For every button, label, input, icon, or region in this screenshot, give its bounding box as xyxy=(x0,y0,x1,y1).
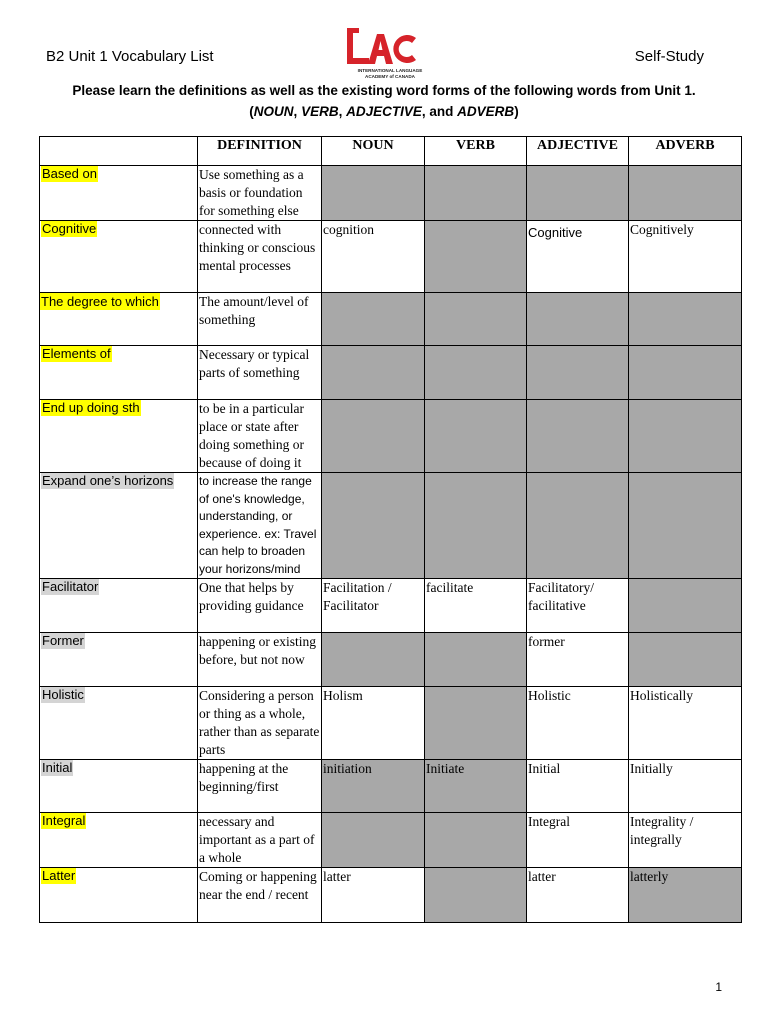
noun-cell xyxy=(322,813,425,868)
noun-cell xyxy=(322,166,425,221)
noun-cell: Holism xyxy=(322,687,425,760)
noun-cell: Facilitation / Facilitator xyxy=(322,579,425,633)
definition-cell: happening or existing before, but not now xyxy=(198,633,322,687)
word-cell: Former xyxy=(40,633,198,687)
word-cell: Based on xyxy=(40,166,198,221)
adverb-cell: latterly xyxy=(629,868,742,923)
noun-cell xyxy=(322,400,425,473)
verb-cell xyxy=(425,813,527,868)
adverb-cell: Integrality / integrally xyxy=(629,813,742,868)
adjective-cell: Integral xyxy=(527,813,629,868)
definition-cell: connected with thinking or conscious mental processes xyxy=(198,221,322,293)
word-cell: Cognitive xyxy=(40,221,198,293)
header-adverb: ADVERB xyxy=(629,137,742,166)
verb-cell xyxy=(425,687,527,760)
definition-cell: to increase the range of one's knowledge, understanding, or experience. ex: Travel can help to broaden your horizons/mind xyxy=(198,473,322,579)
adverb-cell: Holistically xyxy=(629,687,742,760)
table-row xyxy=(40,166,742,221)
adverb-cell: Initially xyxy=(629,760,742,813)
table-row xyxy=(40,293,742,346)
document-title: B2 Unit 1 Vocabulary List xyxy=(46,48,214,65)
noun-cell: cognition xyxy=(322,221,425,293)
word-cell: Initial xyxy=(40,760,198,813)
word-cell: The degree to which xyxy=(40,293,198,346)
ilac-logo xyxy=(344,24,436,84)
table-row xyxy=(40,633,742,687)
adjective-cell: former xyxy=(527,633,629,687)
verb-cell xyxy=(425,166,527,221)
adverb-cell xyxy=(629,400,742,473)
definition-cell: Necessary or typical parts of something xyxy=(198,346,322,400)
adjective-cell: Cognitive xyxy=(527,221,629,293)
word-cell: Latter xyxy=(40,868,198,923)
word-cell: Elements of xyxy=(40,346,198,400)
word-cell: Integral xyxy=(40,813,198,868)
noun-cell: initiation xyxy=(322,760,425,813)
table-row xyxy=(40,868,742,923)
header-definition: DEFINITION xyxy=(198,137,322,166)
table-header-row xyxy=(40,137,742,166)
table-row xyxy=(40,473,742,579)
verb-cell xyxy=(425,221,527,293)
definition-cell: One that helps by providing guidance xyxy=(198,579,322,633)
svg-text:INTERNATIONAL LANGUAGE: INTERNATIONAL LANGUAGE xyxy=(357,68,423,73)
adjective-cell: Facilitatory/ facilitative xyxy=(527,579,629,633)
noun-cell xyxy=(322,293,425,346)
adjective-cell xyxy=(527,473,629,579)
table-row xyxy=(40,813,742,868)
word-cell: Expand one’s horizons xyxy=(40,473,198,579)
header-verb: VERB xyxy=(425,137,527,166)
definition-cell: The amount/level of something xyxy=(198,293,322,346)
definition-cell: Use something as a basis or foundation for something else xyxy=(198,166,322,221)
definition-cell: Considering a person or thing as a whole, rather than as separate parts xyxy=(198,687,322,760)
self-study-label: Self-Study xyxy=(634,48,704,65)
definition-cell: Coming or happening near the end / recent xyxy=(198,868,322,923)
header-word xyxy=(40,137,198,166)
definition-cell: necessary and important as a part of a whole xyxy=(198,813,322,868)
verb-cell xyxy=(425,293,527,346)
verb-cell xyxy=(425,473,527,579)
noun-cell: latter xyxy=(322,868,425,923)
adverb-cell xyxy=(629,633,742,687)
noun-cell xyxy=(322,473,425,579)
adjective-cell: Initial xyxy=(527,760,629,813)
verb-cell xyxy=(425,346,527,400)
adjective-cell: Holistic xyxy=(527,687,629,760)
definition-cell: to be in a particular place or state after doing something or because of doing it xyxy=(198,400,322,473)
adjective-cell: latter xyxy=(527,868,629,923)
svg-text:ACADEMY of CANADA: ACADEMY of CANADA xyxy=(365,74,415,79)
adverb-cell xyxy=(629,579,742,633)
instruction-line-2: (NOUN, VERB, ADJECTIVE, and ADVERB) xyxy=(249,104,519,119)
instruction-line-1: Please learn the definitions as well as the existing word forms of the following words from Unit 1. xyxy=(72,83,696,98)
adverb-cell xyxy=(629,293,742,346)
verb-cell xyxy=(425,868,527,923)
verb-cell: facilitate xyxy=(425,579,527,633)
table-row xyxy=(40,687,742,760)
word-cell: Holistic xyxy=(40,687,198,760)
verb-cell xyxy=(425,633,527,687)
definition-cell: happening at the beginning/first xyxy=(198,760,322,813)
table-row xyxy=(40,760,742,813)
adverb-cell: Cognitively xyxy=(629,221,742,293)
vocabulary-table xyxy=(39,136,742,923)
noun-cell xyxy=(322,346,425,400)
noun-cell xyxy=(322,633,425,687)
adjective-cell xyxy=(527,293,629,346)
adjective-cell xyxy=(527,400,629,473)
verb-cell xyxy=(425,400,527,473)
page-number: 1 xyxy=(715,980,722,994)
adjective-cell xyxy=(527,346,629,400)
word-cell: End up doing sth xyxy=(40,400,198,473)
word-cell: Facilitator xyxy=(40,579,198,633)
verb-cell: Initiate xyxy=(425,760,527,813)
table-row xyxy=(40,579,742,633)
adverb-cell xyxy=(629,473,742,579)
header-noun: NOUN xyxy=(322,137,425,166)
adverb-cell xyxy=(629,346,742,400)
adverb-cell xyxy=(629,166,742,221)
header-adjective: ADJECTIVE xyxy=(527,137,629,166)
table-row xyxy=(40,221,742,293)
adjective-cell xyxy=(527,166,629,221)
table-row xyxy=(40,400,742,473)
table-row xyxy=(40,346,742,400)
